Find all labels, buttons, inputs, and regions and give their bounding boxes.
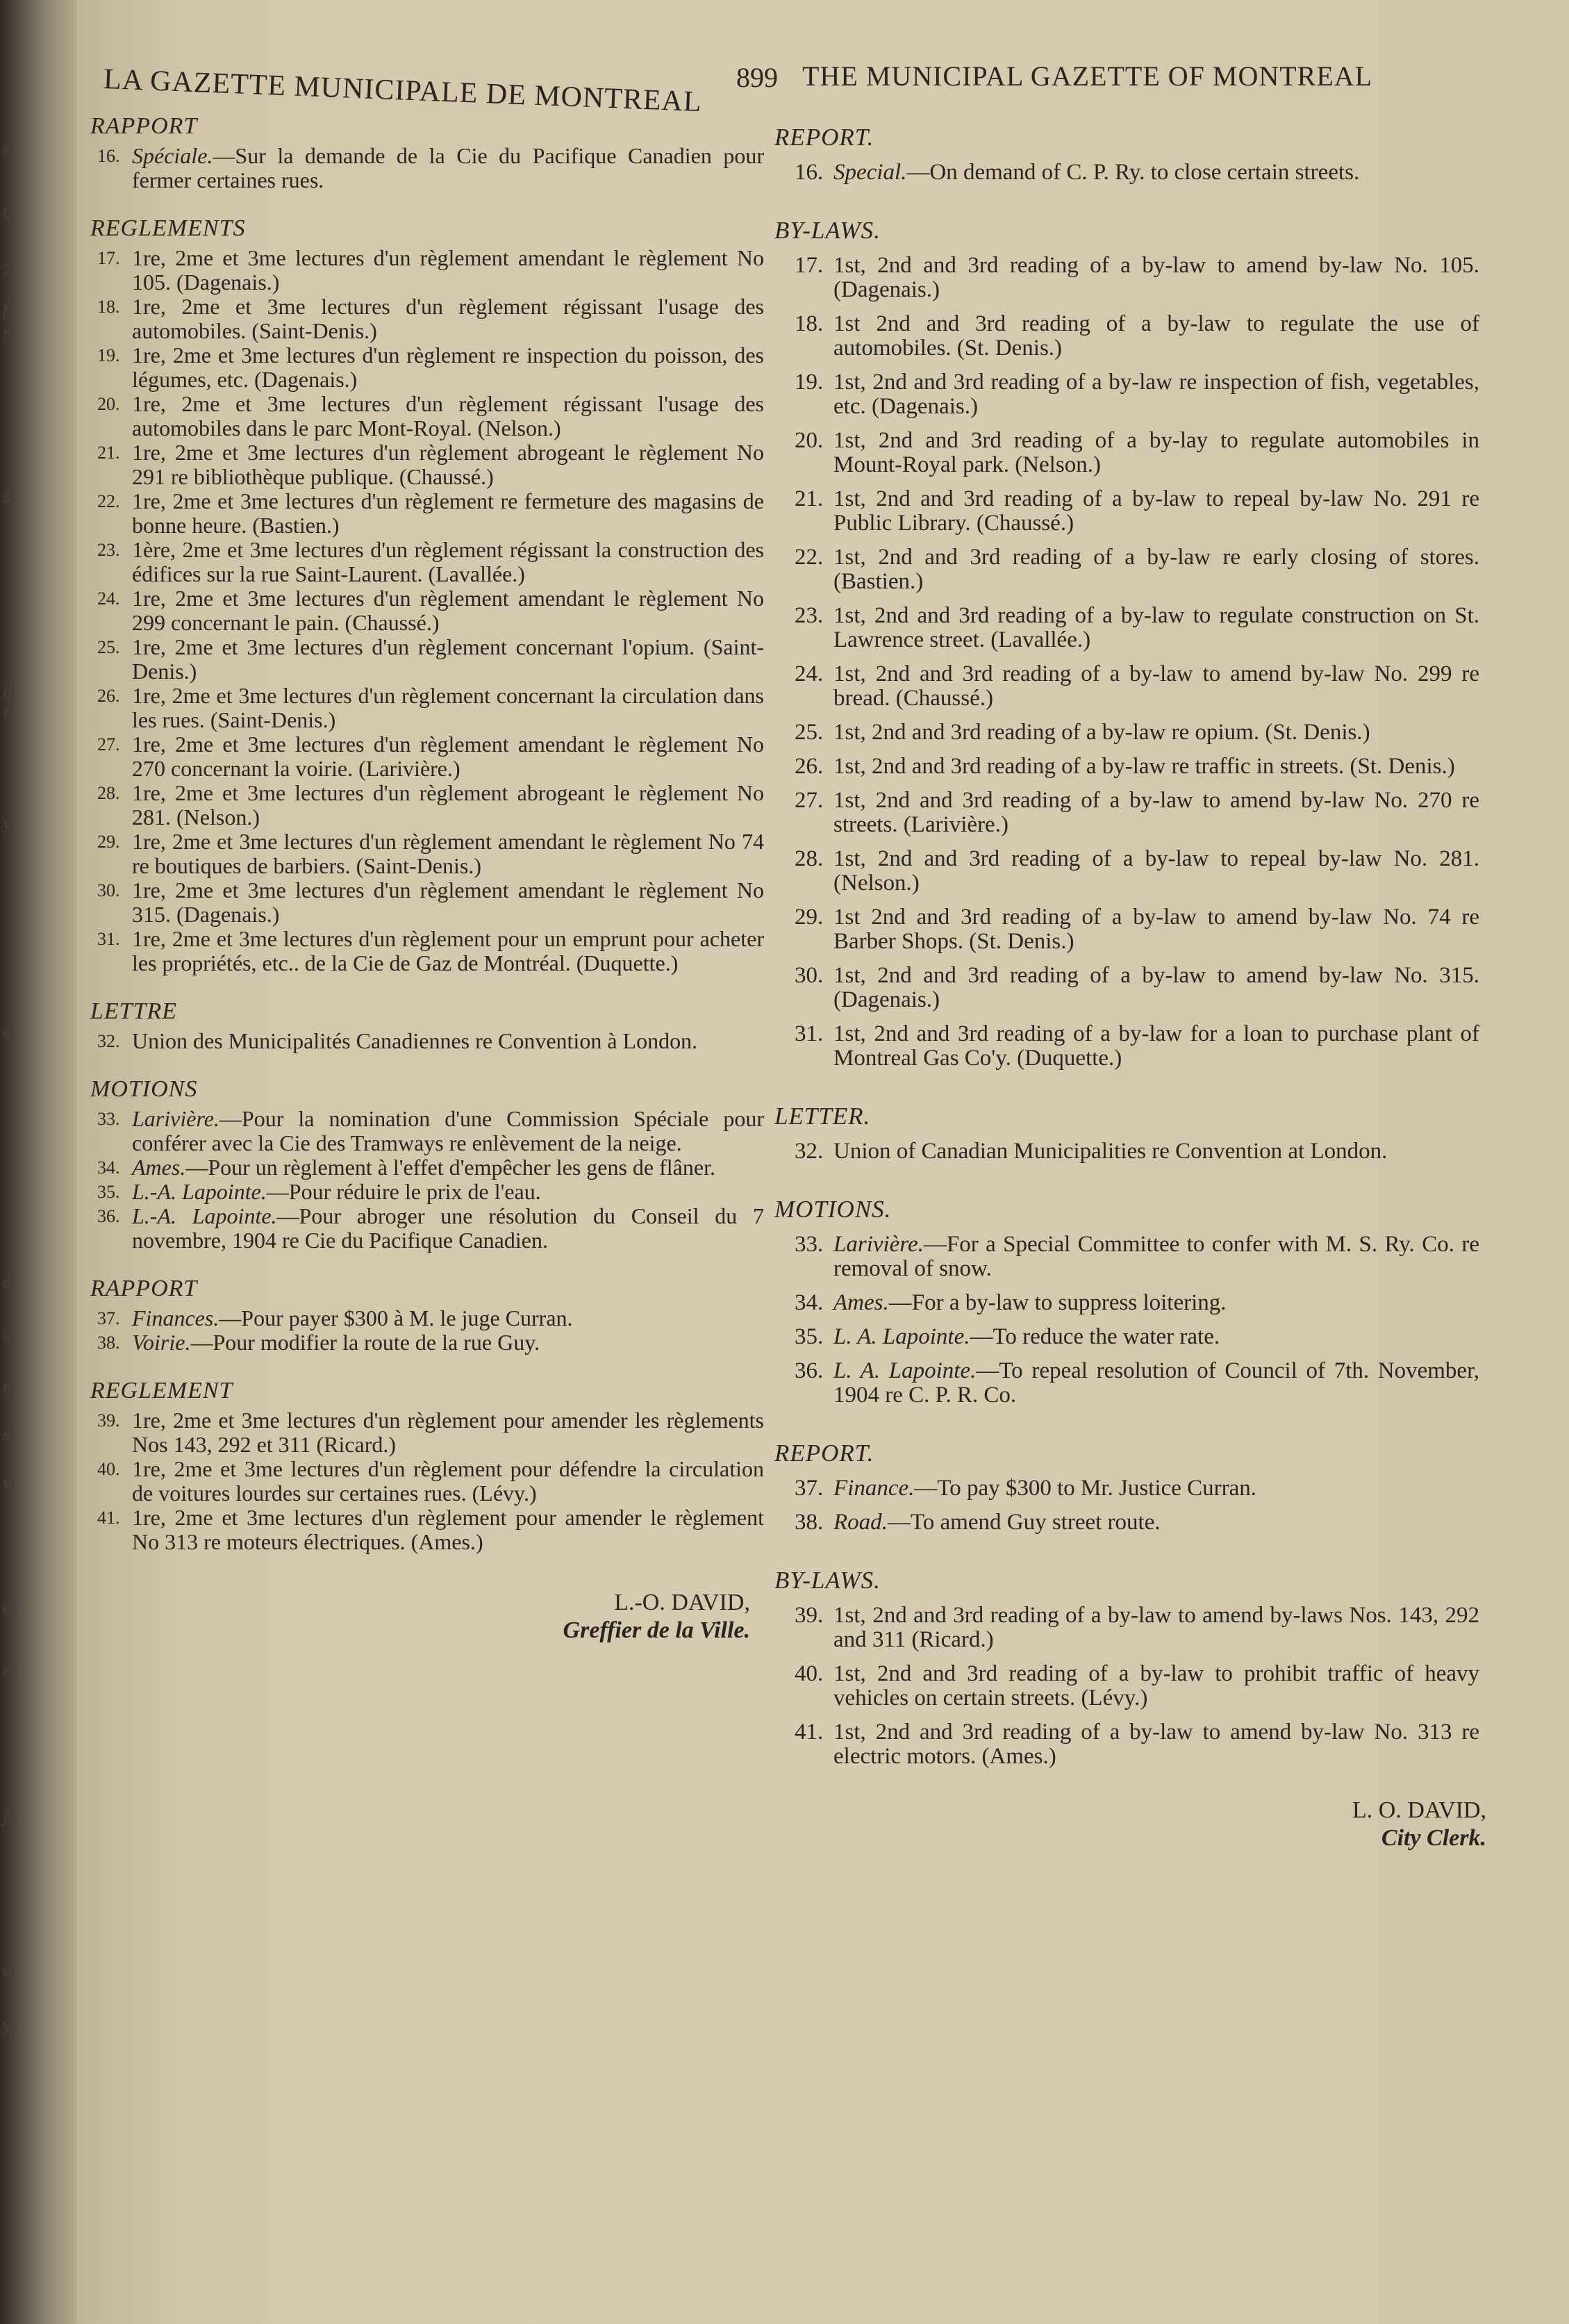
item-number: 36. bbox=[97, 1206, 120, 1226]
item-text bbox=[132, 1029, 764, 1053]
item-text bbox=[132, 246, 764, 295]
item-body: 1re, 2me et 3me lectures d'un règlement concernant la circulation dans les rues. (Saint-Denis.) bbox=[132, 683, 764, 732]
item-text bbox=[132, 343, 764, 392]
signature-role: Greffier de la Ville. bbox=[563, 1617, 750, 1643]
signature-name: L.-O. DAVID, bbox=[614, 1590, 750, 1615]
agenda-item bbox=[97, 878, 764, 927]
item-number: 27. bbox=[795, 788, 824, 813]
page-header bbox=[103, 56, 1466, 119]
agenda-item bbox=[771, 487, 1486, 536]
item-text bbox=[833, 254, 1486, 302]
section-heading: REGLEMENTS bbox=[90, 215, 246, 241]
agenda-item bbox=[771, 1022, 1486, 1071]
item-number: 27. bbox=[97, 734, 120, 755]
margin-mark: s bbox=[3, 1424, 10, 1444]
item-number: 38. bbox=[795, 1510, 824, 1535]
item-text bbox=[132, 1306, 764, 1330]
item-text bbox=[132, 1107, 764, 1155]
item-number: 34. bbox=[795, 1290, 824, 1315]
item-number: 21. bbox=[795, 486, 824, 511]
item-text bbox=[132, 1506, 764, 1554]
agenda-item bbox=[97, 1457, 764, 1506]
item-number: 28. bbox=[97, 783, 120, 803]
margin-mark: w bbox=[3, 1327, 15, 1347]
agenda-item bbox=[97, 732, 764, 781]
item-text bbox=[833, 1604, 1486, 1652]
item-body: —Sur la demande de la Cie du Pacifique Canadien pour fermer certaines rues. bbox=[132, 143, 764, 192]
margin-mark: w bbox=[3, 1473, 15, 1493]
item-text bbox=[132, 538, 764, 586]
item-body: 1re, 2me et 3me lectures d'un règlement re inspection du poisson, des légumes, etc. (Dagenais.) bbox=[132, 343, 764, 392]
agenda-item bbox=[97, 635, 764, 684]
agenda-item bbox=[771, 429, 1486, 477]
agenda-item bbox=[771, 1476, 1486, 1501]
item-lead: Finance. bbox=[833, 1476, 915, 1501]
item-number: 29. bbox=[795, 905, 824, 930]
item-body: —Pour la nomination d'une Commission Spéciale pour conférer avec la Cie des Tramways re enlèvement de la neige. bbox=[132, 1106, 764, 1155]
item-body: 1re, 2me et 3me lectures d'un règlement abrogeant le règlement No 291 re bibliothèque publique. (Chaussé.) bbox=[132, 440, 764, 489]
item-number: 37. bbox=[97, 1308, 120, 1328]
item-number: 24. bbox=[795, 661, 824, 686]
item-body: 1ère, 2me et 3me lectures d'un règlement régissant la construction des édifices sur la rue Saint-Laurent. (Lavallée.) bbox=[132, 537, 764, 586]
item-number: 35. bbox=[97, 1182, 120, 1202]
item-number: 31. bbox=[795, 1021, 824, 1046]
agenda-item bbox=[771, 964, 1486, 1012]
item-number: 36. bbox=[795, 1358, 824, 1383]
agenda-item bbox=[771, 1325, 1486, 1349]
item-body: 1st, 2nd and 3rd reading of a by-lay to regulate automobiles in Mount-Royal park. (Nelson.) bbox=[833, 428, 1479, 477]
section-heading: REGLEMENT bbox=[90, 1378, 233, 1403]
left-margin-marks bbox=[0, 0, 69, 2324]
item-body: 1st, 2nd and 3rd reading of a by-law to repeal by-law No. 281. (Nelson.) bbox=[833, 846, 1479, 896]
item-body: 1st, 2nd and 3rd reading of a by-law to amend by-law No. 315. (Dagenais.) bbox=[833, 963, 1479, 1012]
agenda-item bbox=[97, 1107, 764, 1155]
item-body: 1re, 2me et 3me lectures d'un règlement régissant l'usage des automobiles. (Saint-Denis.) bbox=[132, 294, 764, 343]
agenda-item bbox=[97, 538, 764, 586]
item-body: 1re, 2me et 3me lectures d'un règlement amendant le règlement No 270 concernant la voirie. (Larivière.) bbox=[132, 732, 764, 781]
item-text bbox=[833, 1359, 1486, 1408]
section-heading: LETTER. bbox=[774, 1103, 871, 1130]
item-number: 30. bbox=[97, 880, 120, 900]
item-text bbox=[833, 604, 1486, 652]
item-body: 1st, 2nd and 3rd reading of a by-law to regulate construction on St. Lawrence street. (Lavallée.) bbox=[833, 603, 1479, 652]
margin-mark: e. bbox=[3, 1021, 16, 1041]
item-body: 1re, 2me et 3me lectures d'un règlement pour amender le règlement No 313 re moteurs électriques. (Ames.) bbox=[132, 1505, 764, 1554]
item-body: 1st, 2nd and 3rd reading of a by-law to amend by-law No. 270 re streets. (Larivière.) bbox=[833, 788, 1479, 837]
item-lead: Larivière. bbox=[132, 1106, 219, 1131]
item-text bbox=[833, 720, 1486, 745]
item-lead: Road. bbox=[833, 1510, 888, 1535]
item-text bbox=[132, 684, 764, 732]
section-heading: REPORT. bbox=[774, 1440, 874, 1467]
item-lead: Spéciale. bbox=[132, 143, 213, 168]
item-number: 18. bbox=[795, 311, 824, 336]
item-number: 25. bbox=[97, 637, 120, 657]
agenda-item bbox=[97, 1506, 764, 1554]
item-number: 24. bbox=[97, 588, 120, 609]
agenda-item bbox=[97, 295, 764, 343]
item-body: 1st, 2nd and 3rd reading of a by-law re opium. (St. Denis.) bbox=[833, 720, 1370, 745]
agenda-item bbox=[97, 1155, 764, 1180]
signature-role: City Clerk. bbox=[1381, 1825, 1486, 1851]
agenda-item bbox=[771, 1359, 1486, 1408]
margin-mark: f. bbox=[3, 299, 13, 319]
agenda-item bbox=[97, 246, 764, 295]
english-column bbox=[771, 125, 1486, 2001]
signature-block bbox=[97, 1589, 764, 1645]
item-text bbox=[132, 927, 764, 975]
margin-mark: o. bbox=[3, 1959, 17, 1979]
item-body: —Pour payer $300 à M. le juge Curran. bbox=[219, 1305, 573, 1330]
item-text bbox=[833, 905, 1486, 954]
item-lead: Ames. bbox=[132, 1155, 186, 1180]
item-body: 1st, 2nd and 3rd reading of a by-law to prohibit traffic of heavy vehicles on certain streets. (Lévy.) bbox=[833, 1661, 1479, 1711]
item-text bbox=[132, 878, 764, 927]
item-body: 1re, 2me et 3me lectures d'un règlement abrogeant le règlement No 281. (Nelson.) bbox=[132, 780, 764, 830]
item-body: —Pour abroger une résolution du Conseil du 7 novembre, 1904 re Cie du Pacifique Canadien. bbox=[132, 1203, 765, 1253]
item-text bbox=[132, 144, 764, 192]
section-heading: BY-LAWS. bbox=[774, 217, 881, 244]
section-heading: MOTIONS bbox=[90, 1076, 198, 1102]
item-text bbox=[833, 487, 1486, 536]
item-number: 16. bbox=[97, 146, 120, 166]
agenda-item bbox=[771, 662, 1486, 711]
item-text bbox=[132, 635, 764, 684]
item-number: 18. bbox=[97, 297, 120, 317]
item-number: 33. bbox=[795, 1232, 824, 1257]
item-body: 1st, 2nd and 3rd reading of a by-law to amend by-law No. 313 re electric motors. (Ames.) bbox=[833, 1720, 1479, 1769]
item-body: —On demand of C. P. Ry. to close certain streets. bbox=[906, 160, 1360, 185]
agenda-item bbox=[97, 392, 764, 440]
item-number: 38. bbox=[97, 1333, 120, 1353]
item-text bbox=[833, 1476, 1486, 1501]
item-text bbox=[132, 1180, 764, 1204]
item-number: 41. bbox=[97, 1508, 120, 1528]
section-heading: LETTRE bbox=[90, 998, 178, 1024]
agenda-item bbox=[771, 789, 1486, 837]
item-number: 22. bbox=[795, 545, 824, 570]
margin-mark: s bbox=[3, 486, 10, 506]
agenda-item bbox=[97, 684, 764, 732]
page-number: 899 bbox=[736, 62, 778, 93]
margin-mark: it bbox=[3, 681, 13, 701]
item-number: 28. bbox=[795, 846, 824, 871]
agenda-item bbox=[97, 1408, 764, 1457]
item-number: 23. bbox=[97, 540, 120, 560]
agenda-item bbox=[97, 144, 764, 192]
signature-block bbox=[771, 1797, 1486, 1852]
item-body: 1re, 2me et 3me lectures d'un règlement re fermeture des magasins de bonne heure. (Bastien.) bbox=[132, 488, 764, 538]
item-number: 39. bbox=[97, 1410, 120, 1431]
agenda-item bbox=[771, 312, 1486, 361]
item-body: 1st, 2nd and 3rd reading of a by-law to amend by-law No. 105. (Dagenais.) bbox=[833, 253, 1479, 302]
item-text bbox=[132, 1155, 764, 1180]
agenda-item bbox=[97, 440, 764, 489]
margin-mark: j- bbox=[3, 1806, 14, 1827]
item-text bbox=[833, 1022, 1486, 1071]
agenda-item bbox=[771, 1291, 1486, 1315]
header-title-en: THE MUNICIPAL GAZETTE OF MONTREAL bbox=[802, 60, 1373, 92]
agenda-item bbox=[771, 1510, 1486, 1535]
item-text bbox=[833, 1139, 1486, 1164]
agenda-item bbox=[771, 545, 1486, 594]
agenda-item bbox=[97, 343, 764, 392]
agenda-item bbox=[97, 1204, 764, 1253]
margin-mark: r bbox=[3, 323, 10, 343]
margin-mark: n bbox=[3, 1376, 12, 1396]
item-body: 1st, 2nd and 3rd reading of a by-law re traffic in streets. (St. Denis.) bbox=[833, 754, 1455, 779]
item-lead: Special. bbox=[833, 160, 907, 185]
item-text bbox=[132, 781, 764, 830]
item-body: 1re, 2me et 3me lectures d'un règlement amendant le règlement No 105. (Dagenais.) bbox=[132, 245, 764, 295]
section-heading: RAPPORT bbox=[90, 1276, 198, 1301]
item-text bbox=[833, 545, 1486, 594]
item-text bbox=[833, 755, 1486, 779]
item-text bbox=[833, 312, 1486, 361]
agenda-item bbox=[97, 1180, 764, 1204]
item-body: 1st 2nd and 3rd reading of a by-law to amend by-law No. 74 re Barber Shops. (St. Denis.) bbox=[833, 905, 1479, 954]
item-body: —To repeal resolution of Council of 7th. November, 1904 re C. P. R. Co. bbox=[833, 1358, 1479, 1408]
section-heading: RAPPORT bbox=[90, 113, 198, 139]
french-column bbox=[90, 104, 765, 1980]
item-body: 1re, 2me et 3me lectures d'un règlement pour un emprunt pour acheter les propriétés, etc.. de la Cie de Gaz de Montréal. (Duquette.) bbox=[132, 926, 764, 975]
margin-mark: of bbox=[3, 1598, 17, 1618]
agenda-item bbox=[97, 1029, 764, 1053]
agenda-item bbox=[771, 1604, 1486, 1652]
item-number: 17. bbox=[97, 248, 120, 268]
item-number: 34. bbox=[97, 1157, 120, 1178]
item-lead: L. A. Lapointe. bbox=[833, 1358, 977, 1383]
item-body: 1re, 2me et 3me lectures d'un règlement amendant le règlement No 315. (Dagenais.) bbox=[132, 877, 764, 927]
item-body: Union of Canadian Municipalities re Convention at London. bbox=[833, 1139, 1388, 1164]
agenda-item bbox=[771, 1233, 1486, 1281]
item-body: —For a Special Committee to confer with M. S. Ry. Co. re removal of snow. bbox=[833, 1232, 1479, 1281]
signature-name: L. O. DAVID, bbox=[1352, 1797, 1486, 1823]
item-number: 30. bbox=[795, 963, 824, 988]
item-body: 1re, 2me et 3me lectures d'un règlement amendant le règlement No 74 re boutiques de barbiers. (Saint-Denis.) bbox=[132, 829, 764, 878]
agenda-item bbox=[771, 160, 1486, 185]
item-body: —Pour modifier la route de la rue Guy. bbox=[190, 1330, 540, 1355]
item-body: —For a by-law to suppress loitering. bbox=[888, 1290, 1227, 1315]
item-text bbox=[132, 1204, 764, 1253]
agenda-item bbox=[771, 847, 1486, 896]
item-body: —To reduce the water rate. bbox=[970, 1324, 1220, 1349]
agenda-item bbox=[97, 781, 764, 830]
item-text bbox=[132, 295, 764, 343]
section-heading: MOTIONS. bbox=[774, 1196, 892, 1223]
item-lead: L. A. Lapointe. bbox=[833, 1324, 970, 1349]
item-body: 1st, 2nd and 3rd reading of a by-law to amend by-law No. 299 re bread. (Chaussé.) bbox=[833, 661, 1479, 711]
item-body: 1re, 2me et 3me lectures d'un règlement pour amender les règlements Nos 143, 292 et 311 (Ricard.) bbox=[132, 1408, 764, 1457]
item-body: 1st, 2nd and 3rd reading of a by-law re inspection of fish, vegetables, etc. (Dagenais.) bbox=[833, 370, 1479, 419]
item-lead: Ames. bbox=[833, 1290, 889, 1315]
item-lead: L.-A. Lapointe. bbox=[132, 1179, 267, 1204]
margin-mark: d bbox=[3, 1271, 12, 1292]
item-number: 37. bbox=[795, 1476, 824, 1501]
item-body: 1st, 2nd and 3rd reading of a by-law to amend by-laws Nos. 143, 292 and 311 (Ricard.) bbox=[833, 1603, 1479, 1652]
item-number: 19. bbox=[97, 345, 120, 365]
item-text bbox=[833, 1720, 1486, 1769]
item-text bbox=[833, 1510, 1486, 1535]
item-text bbox=[132, 489, 764, 538]
margin-mark: rt bbox=[3, 1660, 15, 1681]
item-text bbox=[132, 1408, 764, 1457]
item-text bbox=[132, 830, 764, 878]
item-body: 1re, 2me et 3me lectures d'un règlement concernant l'opium. (Saint-Denis.) bbox=[132, 634, 764, 684]
agenda-item bbox=[97, 1306, 764, 1330]
agenda-item bbox=[97, 830, 764, 878]
agenda-item bbox=[97, 489, 764, 538]
agenda-item bbox=[771, 254, 1486, 302]
item-number: 29. bbox=[97, 832, 120, 852]
agenda-item bbox=[771, 370, 1486, 419]
item-number: 20. bbox=[795, 428, 824, 453]
item-text bbox=[833, 847, 1486, 896]
item-body: 1st 2nd and 3rd reading of a by-law to regulate the use of automobiles. (St. Denis.) bbox=[833, 311, 1479, 361]
item-number: 40. bbox=[795, 1661, 824, 1686]
item-body: —To pay $300 to Mr. Justice Curran. bbox=[914, 1476, 1257, 1501]
agenda-item bbox=[97, 586, 764, 635]
header-title-fr: LA GAZETTE MUNICIPALE DE MONTREAL bbox=[103, 63, 703, 119]
margin-mark: s bbox=[3, 139, 10, 159]
agenda-item bbox=[771, 720, 1486, 745]
item-number: 26. bbox=[97, 686, 120, 706]
agenda-item bbox=[771, 1139, 1486, 1164]
item-text bbox=[833, 662, 1486, 711]
item-body: 1re, 2me et 3me lectures d'un règlement pour défendre la circulation de voitures lourdes sur certaines rues. (Lévy.) bbox=[132, 1456, 764, 1506]
agenda-item bbox=[771, 755, 1486, 779]
item-number: 39. bbox=[795, 1603, 824, 1628]
item-number: 23. bbox=[795, 603, 824, 628]
item-number: 21. bbox=[97, 443, 120, 463]
item-body: Union des Municipalités Canadiennes re Convention à London. bbox=[132, 1028, 698, 1053]
item-body: —Pour réduire le prix de l'eau. bbox=[266, 1179, 541, 1204]
item-text bbox=[132, 1330, 764, 1355]
section-heading: BY-LAWS. bbox=[774, 1567, 881, 1594]
item-text bbox=[833, 160, 1486, 185]
item-text bbox=[132, 586, 764, 635]
item-number: 31. bbox=[97, 929, 120, 949]
item-text bbox=[833, 1291, 1486, 1315]
item-text bbox=[132, 732, 764, 781]
item-number: 41. bbox=[795, 1720, 824, 1745]
item-text bbox=[833, 964, 1486, 1012]
item-number: 16. bbox=[795, 160, 824, 185]
item-number: 40. bbox=[97, 1459, 120, 1479]
item-body: 1st, 2nd and 3rd reading of a by-law for a loan to purchase plant of Montreal Gas Co'y. (Duquette.) bbox=[833, 1021, 1479, 1071]
item-body: 1re, 2me et 3me lectures d'un règlement régissant l'usage des automobiles dans le parc Mont-Royal. (Nelson.) bbox=[132, 391, 764, 440]
item-body: 1re, 2me et 3me lectures d'un règlement amendant le règlement No 299 concernant le pain. (Chaussé.) bbox=[132, 586, 764, 635]
item-text bbox=[833, 1233, 1486, 1281]
margin-mark: y- bbox=[3, 2015, 17, 2035]
item-number: 26. bbox=[795, 754, 824, 779]
item-body: 1st, 2nd and 3rd reading of a by-law re early closing of stores. (Bastien.) bbox=[833, 545, 1479, 594]
item-text bbox=[833, 429, 1486, 477]
item-text bbox=[833, 1662, 1486, 1711]
agenda-item bbox=[97, 927, 764, 975]
item-number: 22. bbox=[97, 491, 120, 511]
item-number: 20. bbox=[97, 394, 120, 414]
agenda-item bbox=[97, 1330, 764, 1355]
item-lead: L.-A. Lapointe. bbox=[132, 1203, 277, 1228]
item-text bbox=[132, 440, 764, 489]
item-lead: Finances. bbox=[132, 1305, 219, 1330]
item-number: 19. bbox=[795, 370, 824, 395]
item-body: 1st, 2nd and 3rd reading of a by-law to repeal by-law No. 291 re Public Library. (Chaussé.) bbox=[833, 486, 1479, 536]
agenda-item bbox=[771, 905, 1486, 954]
item-body: —Pour un règlement à l'effet d'empêcher les gens de flâner. bbox=[185, 1155, 715, 1180]
item-text bbox=[132, 392, 764, 440]
item-text bbox=[833, 370, 1486, 419]
item-number: 35. bbox=[795, 1324, 824, 1349]
margin-mark: t, bbox=[3, 201, 13, 222]
item-number: 32. bbox=[795, 1139, 824, 1164]
item-number: 33. bbox=[97, 1109, 120, 1129]
item-lead: Voirie. bbox=[132, 1330, 191, 1355]
margin-mark: r bbox=[3, 702, 10, 722]
item-text bbox=[833, 789, 1486, 837]
item-text bbox=[132, 1457, 764, 1506]
agenda-item bbox=[771, 1662, 1486, 1711]
item-lead: Larivière. bbox=[833, 1232, 924, 1257]
item-number: 25. bbox=[795, 720, 824, 745]
agenda-item bbox=[771, 1720, 1486, 1769]
item-number: 17. bbox=[795, 253, 824, 278]
item-text bbox=[833, 1325, 1486, 1349]
item-body: —To amend Guy street route. bbox=[887, 1510, 1161, 1535]
section-heading: REPORT. bbox=[774, 124, 874, 151]
agenda-item bbox=[771, 604, 1486, 652]
margin-mark: y bbox=[3, 813, 11, 833]
item-number: 32. bbox=[97, 1031, 120, 1051]
margin-mark: ; bbox=[3, 257, 9, 277]
